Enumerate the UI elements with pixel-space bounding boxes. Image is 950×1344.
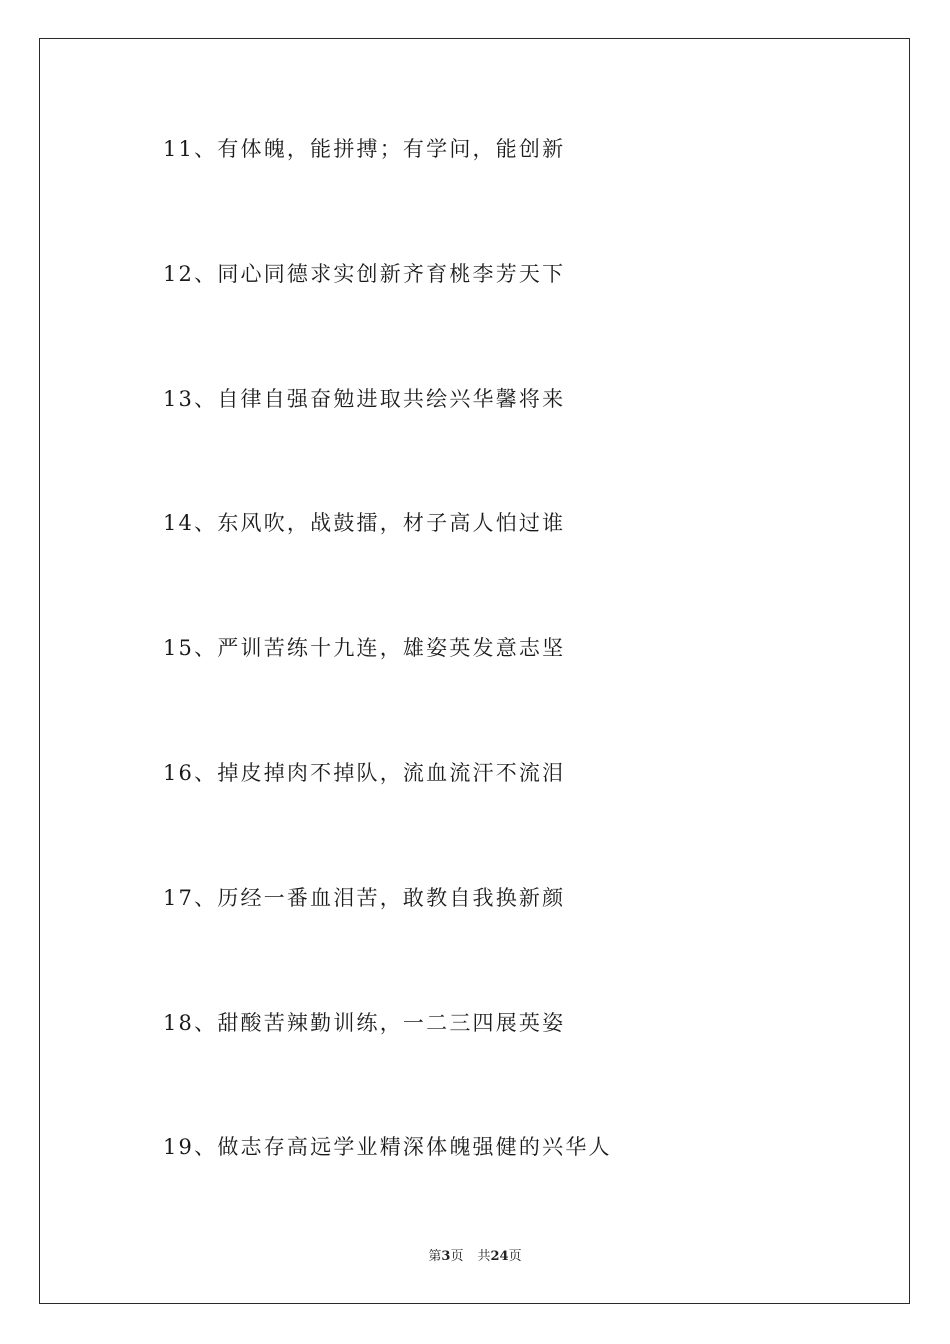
total-pages: 24 (490, 1249, 509, 1264)
page-footer (0, 1247, 950, 1267)
slogan-list (163, 130, 612, 1253)
list-item: 16、掉皮掉肉不掉队，流血流汗不流泪 (163, 760, 566, 785)
total-suffix: 页 (508, 1249, 522, 1264)
list-item: 14、东风吹，战鼓擂，材子高人怕过谁 (163, 511, 566, 536)
page-number: 3 (441, 1249, 451, 1264)
list-item: 12、同心同德求实创新齐育桃李芳天下 (163, 261, 566, 286)
page-suffix: 页 (450, 1249, 464, 1264)
list-item: 11、有体魄，能拼搏；有学问，能创新 (163, 137, 566, 161)
list-item: 18、甜酸苦辣勤训练，一二三四展英姿 (163, 1010, 566, 1035)
list-item: 13、自律自强奋勉进取共绘兴华馨将来 (163, 386, 566, 411)
list-item: 17、历经一番血泪苦，敢教自我换新颜 (163, 885, 566, 910)
list-item: 15、严训苦练十九连，雄姿英发意志坚 (163, 636, 566, 661)
page-prefix: 第 (428, 1249, 442, 1264)
total-prefix: 共 (477, 1249, 491, 1264)
list-item: 19、做志存高远学业精深体魄强健的兴华人 (163, 1135, 612, 1160)
